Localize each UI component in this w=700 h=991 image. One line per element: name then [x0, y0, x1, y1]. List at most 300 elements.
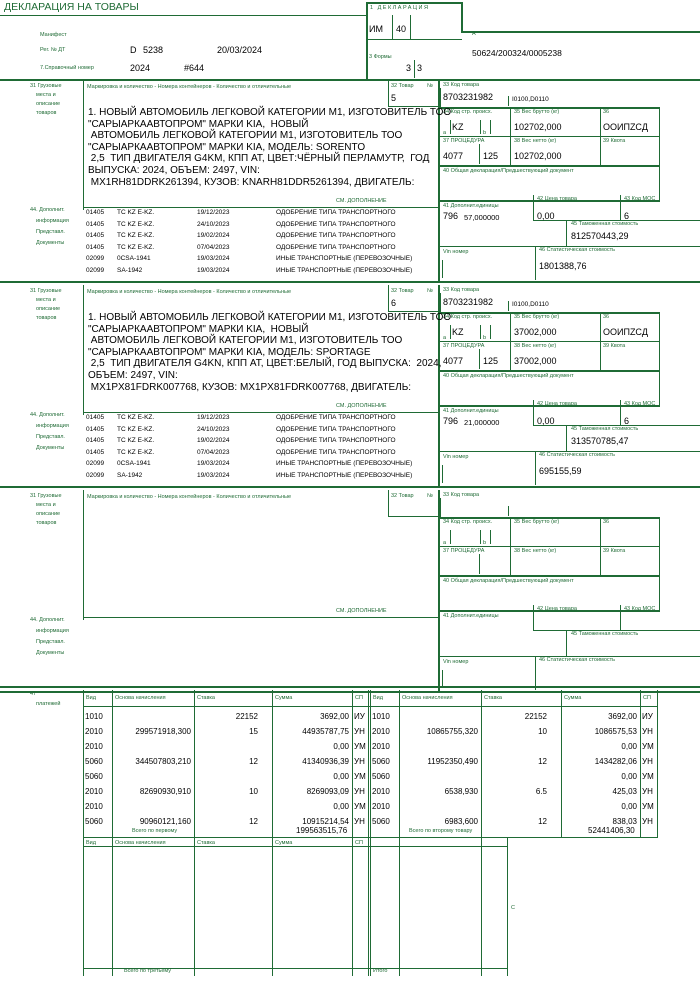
declaration-type: ИМ	[369, 24, 383, 34]
doc-number: TC KZ E-KZ.	[117, 220, 155, 228]
doc-date: 19/02/2024	[197, 437, 230, 444]
payments-label: платежей	[36, 701, 61, 707]
supplementary-quantity: 21,000000	[464, 418, 500, 427]
doc-number: TC KZ E-KZ.	[117, 437, 155, 444]
payment-sum: 3692,00	[608, 712, 637, 721]
payment-method: УМ	[642, 772, 654, 781]
box42-label: 42 Цена товара	[537, 196, 577, 202]
reg-number-label: Рег. № ДТ	[40, 47, 66, 53]
rule	[479, 554, 480, 574]
procedure-code: 4077	[443, 356, 464, 366]
supplementary-unit-code: 796	[443, 416, 459, 426]
box31-label: 31 Грузовые	[30, 288, 62, 294]
payment-base: 6538,930	[444, 787, 478, 796]
payment-rate: 10	[538, 727, 547, 736]
rule	[566, 630, 567, 656]
box31-label: места и	[36, 92, 56, 98]
mos-code: 6	[624, 416, 630, 426]
box40-label: 40 Общая декларация/Предшествующий документ	[443, 168, 574, 174]
goods-description: 1. НОВЫЙ АВТОМОБИЛЬ ЛЕГКОВОЙ КАТЕГОРИИ М1, ИЗГОТОВИТЕЛЬ ТОО "САРЫАРКААВТОПРОМ" МАРКИ KIA, НОВЫЙ АВТОМОБИЛЬ ЛЕГКОВОЙ КАТЕГОРИИ М1, ИЗГОТОВИТЕЛЬ ТОО "САРЫАРКААВТОПРОМ" МАРКИ KIA, МОДЕЛЬ: SPORTAGE 2,5 ТИП ДВИГАТЕЛЯ G4KN, КПП АТ, ЦВЕТ:БЕЛЫЙ, ГОД ВЫПУСКА: 2024, ОБЪЕМ: 2497, VIN: MX1PX81FDRK007768, КУЗОВ: MX1PX81FDRK007768, ДВИГАТЕЛЬ:	[88, 312, 452, 393]
item-price: 0,00	[537, 416, 555, 426]
hs-code: 8703231982	[443, 297, 494, 307]
doc-date: 19/03/2024	[197, 266, 230, 274]
box36-label: 36	[603, 519, 610, 525]
payment-method: УН	[354, 817, 365, 826]
payment-sum: 1086575,53	[594, 727, 637, 736]
rule	[535, 656, 536, 690]
reference-year: 2024	[130, 63, 151, 73]
payment-rate: 15	[249, 727, 258, 736]
rule	[657, 690, 658, 837]
doc-number: TC KZ E-KZ.	[117, 414, 155, 421]
total-second-label: Всего по второму товару	[409, 828, 473, 834]
doc-name: ОДОБРЕНИЕ ТИПА ТРАНСПОРТНОГО	[276, 448, 396, 456]
rule	[508, 301, 509, 311]
payment-type: 2010	[372, 727, 390, 736]
rule	[440, 546, 660, 547]
rule	[83, 838, 84, 976]
box31-label: товаров	[36, 315, 57, 321]
payment-col-header: Вид	[86, 695, 96, 701]
payment-base: 82690930,910	[139, 787, 191, 796]
vin-label: Vin номер	[443, 454, 469, 460]
rule	[194, 838, 195, 976]
rule	[83, 285, 84, 415]
box44-label: 44. Дополнит.	[30, 617, 65, 623]
rule	[440, 575, 660, 577]
rule	[399, 838, 400, 976]
payment-base: 299571918,300	[135, 727, 191, 736]
rule	[368, 838, 369, 976]
box43-label: 43 Код МОС	[624, 401, 656, 407]
rule	[440, 165, 660, 167]
net-weight: 102702,000	[514, 151, 562, 161]
payment-base: 11952350,490	[427, 757, 478, 766]
gross-weight: 37002,000	[514, 327, 557, 337]
box31-label: описание	[36, 306, 61, 312]
payment-type: 2010	[372, 802, 390, 811]
payment-col-header: Сумма	[564, 695, 582, 701]
c-label: С	[511, 905, 515, 911]
payment-sum: 0,00	[333, 802, 349, 811]
item-number: 6	[391, 298, 397, 308]
box35-label: 35 Вес брутто (кг)	[514, 519, 560, 525]
rule	[388, 490, 389, 516]
payment-col-header: Ставка	[197, 840, 215, 846]
payment-method: УМ	[642, 742, 654, 751]
box38-label: 38 Вес нетто (кг)	[514, 343, 557, 349]
box34-b-label: b	[483, 540, 487, 546]
doc-code: 01405	[86, 209, 105, 216]
item-price: 0,00	[537, 211, 555, 221]
doc-code: 01405	[86, 243, 105, 251]
payment-col-header: СП	[643, 695, 651, 701]
box44-label: информация	[36, 423, 69, 429]
payment-method: УН	[354, 727, 365, 736]
box37-label: 37 ПРОЦЕДУРА	[443, 343, 485, 349]
box35-label: 35 Вес брутто (кг)	[514, 109, 560, 115]
doc-name: ОДОБРЕНИЕ ТИПА ТРАНСПОРТНОГО	[276, 414, 396, 421]
payment-col-header: Вид	[86, 840, 96, 846]
box33-label: 33 Код товара	[443, 492, 480, 498]
payment-sum: 0,00	[333, 772, 349, 781]
box31-sublabel: Маркировка и количество - Номера контейнеров - Количество и отличительные	[87, 494, 292, 500]
payment-type: 2010	[85, 802, 103, 811]
box44-label: Документы	[36, 240, 65, 246]
payment-type: 2010	[85, 742, 103, 751]
total-third-label: Всего по третьему	[124, 968, 172, 974]
payment-sum: 1434282,06	[594, 757, 637, 766]
procedure-code: 4077	[443, 151, 464, 161]
box32-no-label: №	[427, 493, 433, 499]
payment-col-header: Ставка	[197, 695, 215, 701]
rule	[659, 371, 660, 406]
doc-name: ИНЫЕ ТРАНСПОРТНЫЕ (ПЕРЕВОЗОЧНЫЕ)	[276, 460, 413, 467]
box46-label: 46 Статистическая стоимость	[539, 657, 616, 663]
box34-a-label: а	[443, 130, 447, 136]
rule	[440, 293, 441, 313]
doc-date: 24/10/2023	[197, 220, 230, 228]
doc-name: ИНЫЕ ТРАНСПОРТНЫЕ (ПЕРЕВОЗОЧНЫЕ)	[276, 471, 413, 479]
payment-type: 2010	[372, 742, 390, 751]
rule	[388, 80, 389, 106]
doc-code: 02099	[86, 255, 105, 262]
payment-col-header: Основа начисления	[115, 695, 166, 701]
box31-label: места и	[36, 502, 56, 508]
box37-label: 37 ПРОЦЕДУРА	[443, 548, 485, 554]
doc-name: ОДОБРЕНИЕ ТИПА ТРАНСПОРТНОГО	[276, 243, 396, 251]
payment-sum: 8269093,09	[306, 787, 349, 796]
doc-code: 01405	[86, 414, 105, 421]
box36-value: ООИПZCД	[603, 327, 649, 337]
payment-sum: 838,03	[612, 817, 637, 826]
doc-date: 19/03/2024	[197, 471, 230, 479]
doc-name: ИНЫЕ ТРАНСПОРТНЫЕ (ПЕРЕВОЗОЧНЫЕ)	[276, 255, 413, 262]
payment-method: ИУ	[354, 712, 365, 721]
page-title: ДЕКЛАРАЦИЯ НА ТОВАРЫ	[4, 1, 139, 13]
rule	[640, 690, 641, 837]
rule	[533, 400, 534, 425]
doc-number: TC KZ E-KZ.	[117, 243, 155, 251]
doc-name: ОДОБРЕНИЕ ТИПА ТРАНСПОРТНОГО	[276, 232, 396, 239]
statistical-value: 695155,59	[539, 466, 582, 476]
box46-label: 46 Статистическая стоимость	[539, 247, 616, 253]
rule	[659, 517, 660, 576]
payment-type: 1010	[372, 712, 390, 721]
doc-number: TC KZ E-KZ.	[117, 425, 155, 433]
rule	[0, 486, 700, 488]
doc-name: ОДОБРЕНИЕ ТИПА ТРАНСПОРТНОГО	[276, 425, 396, 433]
rule	[508, 506, 509, 516]
payment-type: 2010	[85, 727, 103, 736]
hs-code-extension: I0100,D0110	[512, 301, 549, 308]
rule	[480, 325, 481, 339]
payment-base: 10865755,320	[426, 727, 478, 736]
doc-date: 19/12/2023	[197, 414, 230, 421]
doc-code: 02099	[86, 266, 105, 274]
payment-method: УМ	[354, 802, 366, 811]
rule	[535, 451, 536, 485]
box36-label: 36	[603, 314, 610, 320]
payment-rate: 12	[538, 757, 547, 766]
box46-label: 46 Статистическая стоимость	[539, 452, 616, 458]
box45-label: 45 Таможенная стоимость	[571, 631, 639, 637]
payment-base: 90960121,160	[139, 817, 191, 826]
box44-label: Представл.	[36, 229, 65, 235]
box34-a-label: а	[443, 540, 447, 546]
box44-label: 44. Дополнит.	[30, 412, 65, 418]
rule	[490, 530, 491, 544]
vin-label: Vin номер	[443, 249, 469, 255]
rule	[620, 605, 621, 630]
rule	[352, 690, 353, 837]
box31-label: товаров	[36, 520, 57, 526]
rule	[480, 530, 481, 544]
rule	[83, 617, 440, 618]
box31-sublabel: Маркировка и количество - Номера контейнеров - Количество и отличительные	[87, 84, 292, 90]
declaration-box-label: 1 ДЕКЛАРАЦИЯ	[370, 5, 430, 11]
payment-type: 1010	[85, 712, 103, 721]
total-first: 199563515,76	[296, 826, 348, 835]
payment-method: УН	[354, 757, 365, 766]
rule	[490, 120, 491, 134]
box44-label: Документы	[36, 650, 65, 656]
box36-value: ООИПZCД	[603, 122, 649, 132]
rule	[620, 400, 621, 425]
box31-label: описание	[36, 101, 61, 107]
box39-label: 39 Квота	[603, 548, 626, 554]
box37-label: 37 ПРОЦЕДУРА	[443, 138, 485, 144]
box33-label: 33 Код товара	[443, 287, 480, 293]
payment-rate: 12	[538, 817, 547, 826]
box34-label: 34 Код стр. происх.	[443, 109, 493, 115]
rule	[83, 490, 84, 620]
payment-rate: 10	[249, 787, 258, 796]
payment-col-header: СП	[355, 695, 363, 701]
payment-method: УН	[642, 757, 653, 766]
rule	[659, 576, 660, 611]
box32-label: 32 Товар	[391, 288, 414, 294]
payment-type: 5060	[85, 772, 103, 781]
box44-label: Представл.	[36, 434, 65, 440]
payment-sum: 0,00	[621, 802, 637, 811]
box34-label: 34 Код стр. происх.	[443, 519, 493, 525]
box39-label: 39 Квота	[603, 138, 626, 144]
doc-code: 01405	[86, 232, 105, 239]
box39-label: 39 Квота	[603, 343, 626, 349]
box44-label: информация	[36, 628, 69, 634]
net-weight: 37002,000	[514, 356, 557, 366]
payment-col-header: Основа начисления	[402, 695, 453, 701]
payment-sum: 44935787,75	[302, 727, 349, 736]
payment-col-header: Сумма	[275, 840, 293, 846]
rule	[442, 260, 443, 278]
doc-number: TC KZ E-KZ.	[117, 232, 155, 239]
rule	[83, 412, 440, 413]
payment-sum: 0,00	[621, 742, 637, 751]
rule	[659, 312, 660, 371]
rule	[479, 349, 480, 369]
origin-country: KZ	[452, 122, 464, 132]
payment-rate: 12	[249, 757, 258, 766]
box31-label: описание	[36, 511, 61, 517]
box31-label: места и	[36, 297, 56, 303]
box33-label: 33 Код товара	[443, 82, 480, 88]
rule	[440, 88, 441, 108]
customs-value: 812570443,29	[571, 231, 629, 241]
rule	[508, 96, 509, 106]
box44-label: Представл.	[36, 639, 65, 645]
supplementary-quantity: 57,000000	[464, 213, 500, 222]
forms-value-a: 3	[406, 63, 412, 73]
box44-label: 44. Дополнит.	[30, 207, 65, 213]
rule	[490, 325, 491, 339]
rule	[272, 838, 273, 976]
hs-code-extension: I0100,D0110	[512, 96, 549, 103]
doc-date: 07/04/2023	[197, 448, 230, 456]
payment-sum: 41340936,39	[302, 757, 349, 766]
rule	[659, 166, 660, 201]
rule	[533, 605, 534, 630]
doc-number: SA-1942	[117, 471, 143, 479]
rule	[440, 341, 660, 342]
box32-no-label: №	[427, 83, 433, 89]
forms-label: 3 Формы	[369, 54, 392, 60]
payment-type: 2010	[372, 787, 390, 796]
payment-sum: 425,03	[612, 787, 637, 796]
doc-name: ОДОБРЕНИЕ ТИПА ТРАНСПОРТНОГО	[276, 220, 396, 228]
box40-label: 40 Общая декларация/Предшествующий документ	[443, 373, 574, 379]
procedure-subcode: 125	[483, 356, 499, 366]
reference-number: #644	[184, 63, 205, 73]
rule	[481, 838, 482, 976]
payment-rate: 22152	[524, 712, 547, 721]
rule	[368, 690, 369, 837]
supplementary-unit-code: 796	[443, 211, 459, 221]
box44-label: Документы	[36, 445, 65, 451]
payment-base: 344507803,210	[135, 757, 191, 766]
payment-method: УН	[642, 787, 653, 796]
rule	[507, 838, 508, 976]
payment-type: 5060	[372, 817, 390, 826]
box38-label: 38 Вес нетто (кг)	[514, 548, 557, 554]
payment-col-header: Вид	[373, 695, 383, 701]
payment-col-header: СП	[355, 840, 363, 846]
rule	[352, 838, 353, 976]
statistical-value: 1801388,76	[539, 261, 587, 271]
rule	[535, 246, 536, 280]
payment-type: 2010	[85, 787, 103, 796]
box44-label: информация	[36, 218, 69, 224]
payment-col-header: Основа начисления	[115, 840, 166, 846]
rule	[438, 490, 440, 691]
rule	[442, 465, 443, 483]
rule	[440, 136, 660, 137]
doc-number: TC KZ E-KZ.	[117, 448, 155, 456]
rule	[450, 530, 451, 544]
payment-type: 5060	[372, 772, 390, 781]
rule	[479, 144, 480, 164]
box32-no-label: №	[427, 288, 433, 294]
reg-number: 5238	[143, 45, 164, 55]
rule	[566, 220, 567, 246]
item-number: 5	[391, 93, 397, 103]
vin-label: Vin номер	[443, 659, 469, 665]
box31-label: товаров	[36, 110, 57, 116]
see-supplement: СМ. ДОПОЛНЕНИЕ	[336, 403, 387, 409]
box45-label: 45 Таможенная стоимость	[571, 426, 639, 432]
box41-label: 41 Дополнит.единицы	[443, 408, 499, 414]
gross-weight: 102702,000	[514, 122, 562, 132]
rule	[83, 207, 440, 208]
forms-value-b: 3	[417, 63, 423, 73]
rule	[370, 690, 371, 837]
see-supplement: СМ. ДОПОЛНЕНИЕ	[336, 608, 387, 614]
doc-number: SA-1942	[117, 266, 143, 274]
rule	[388, 285, 389, 311]
doc-code: 01405	[86, 437, 105, 444]
rule	[659, 107, 660, 166]
rule	[566, 425, 567, 451]
rule	[370, 838, 371, 976]
box31-label: 31 Грузовые	[30, 493, 62, 499]
doc-date: 19/03/2024	[197, 255, 230, 262]
doc-date: 19/02/2024	[197, 232, 230, 239]
rule	[112, 838, 113, 976]
doc-date: 24/10/2023	[197, 425, 230, 433]
hs-code: 8703231982	[443, 92, 494, 102]
payment-col-header: Ставка	[484, 695, 502, 701]
box45-label: 45 Таможенная стоимость	[571, 221, 639, 227]
doc-number: 0CSA-1941	[117, 255, 151, 262]
payment-rate: 12	[249, 817, 258, 826]
manifest-label: Манифест	[40, 32, 67, 38]
box38-label: 38 Вес нетто (кг)	[514, 138, 557, 144]
doc-number: 0CSA-1941	[117, 460, 151, 467]
doc-code: 02099	[86, 460, 105, 467]
payments-label-num: 47	[30, 691, 37, 697]
customs-value: 313570785,47	[571, 436, 629, 446]
procedure-subcode: 125	[483, 151, 499, 161]
see-supplement: СМ. ДОПОЛНЕНИЕ	[336, 198, 387, 204]
box32-label: 32 Товар	[391, 83, 414, 89]
doc-date: 07/04/2023	[197, 243, 230, 251]
origin-country: KZ	[452, 327, 464, 337]
doc-code: 01405	[86, 220, 105, 228]
payment-base: 6983,600	[444, 817, 478, 826]
payment-type: 5060	[85, 817, 103, 826]
goods-description: 1. НОВЫЙ АВТОМОБИЛЬ ЛЕГКОВОЙ КАТЕГОРИИ М1, ИЗГОТОВИТЕЛЬ ТОО "САРЫАРКААВТОПРОМ" МАРКИ KIA, НОВЫЙ АВТОМОБИЛЬ ЛЕГКОВОЙ КАТЕГОРИИ М1, ИЗГОТОВИТЕЛЬ ТОО "САРЫАРКААВТОПРОМ" МАРКИ KIA, МОДЕЛЬ: SORENTO 2,5 ТИП ДВИГАТЕЛЯ G4KM, КПП АТ, ЦВЕТ:ЧЁРНЫЙ ПЕРЛАМУТР, ГОД ВЫПУСКА: 2024, ОБЪЕМ: 2497, VIN: MX1RH81DDRK261394, КУЗОВ: KNARH81DDR5261394, ДВИГАТЕЛЬ:	[88, 107, 452, 188]
payment-sum: 3692,00	[320, 712, 349, 721]
doc-date: 19/03/2024	[197, 460, 230, 467]
box42-label: 42 Цена товара	[537, 401, 577, 407]
box34-a-label: а	[443, 335, 447, 341]
doc-date: 19/12/2023	[197, 209, 230, 216]
rule	[388, 516, 438, 517]
box35-label: 35 Вес брутто (кг)	[514, 314, 560, 320]
payment-sum: 0,00	[333, 742, 349, 751]
box31-label: 31 Грузовые	[30, 83, 62, 89]
payment-col-header: Сумма	[275, 695, 293, 701]
box32-label: 32 Товар	[391, 493, 414, 499]
rule	[620, 195, 621, 220]
box43-label: 43 Код МОС	[624, 196, 656, 202]
box-a-label: А	[472, 31, 476, 37]
payment-method: УМ	[642, 802, 654, 811]
box40-label: 40 Общая декларация/Предшествующий документ	[443, 578, 574, 584]
doc-name: ОДОБРЕНИЕ ТИПА ТРАНСПОРТНОГО	[276, 209, 396, 216]
rule	[533, 195, 534, 220]
